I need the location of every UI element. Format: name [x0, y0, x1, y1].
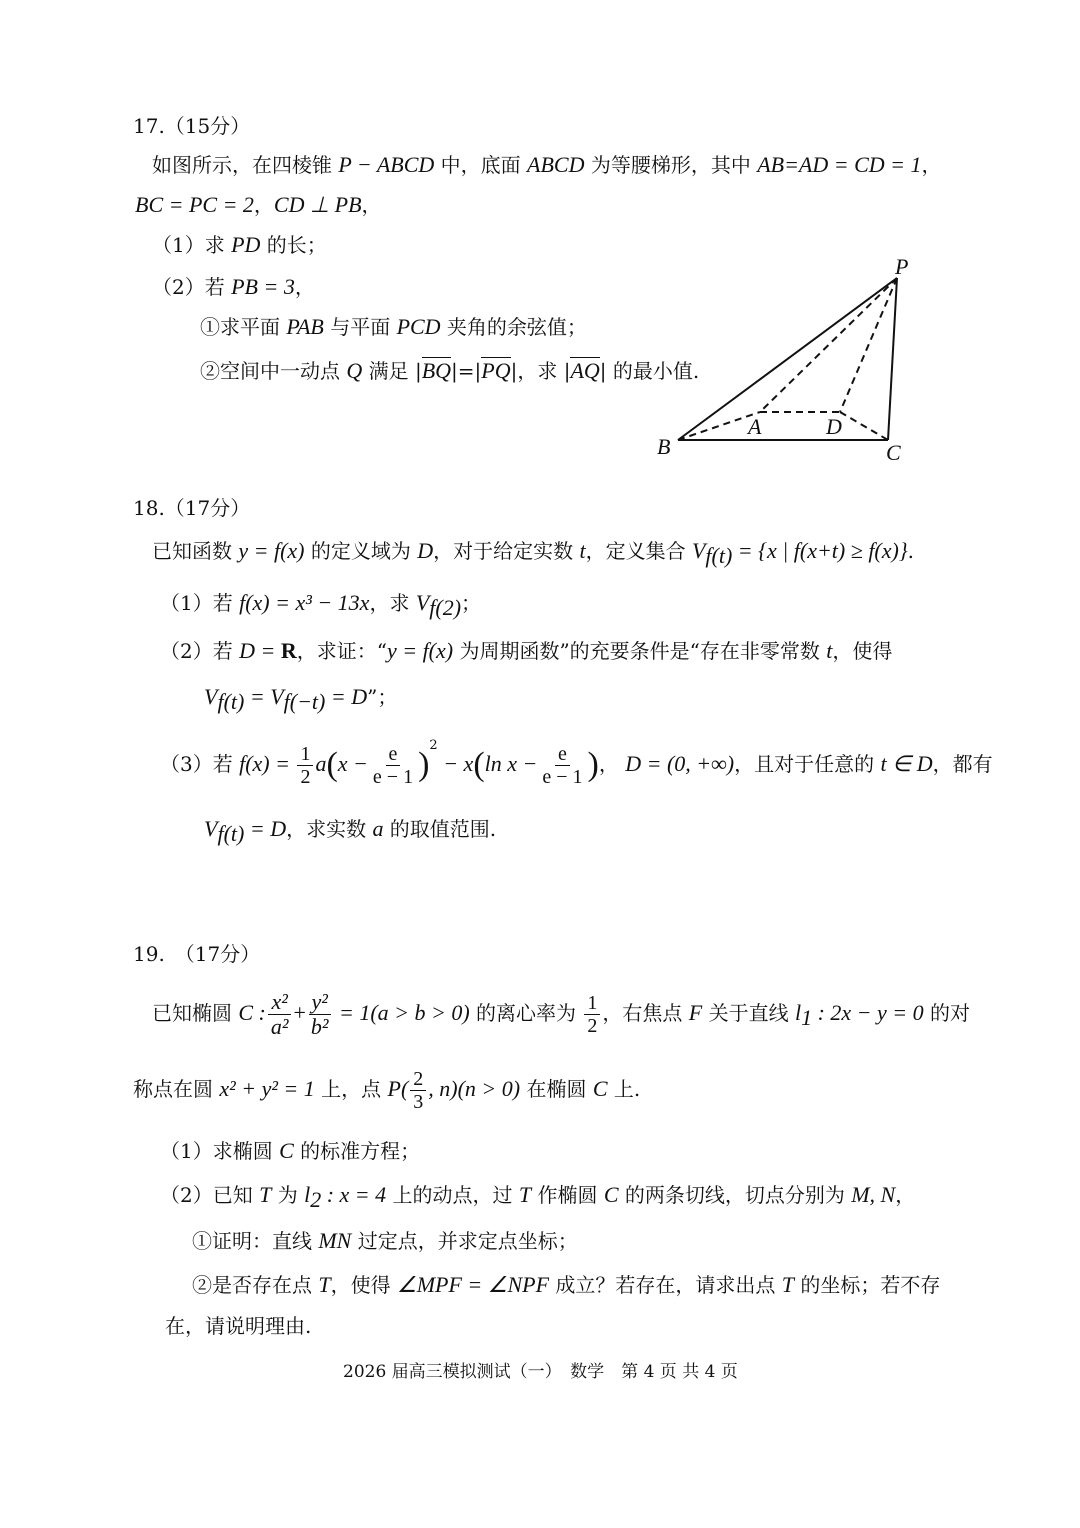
- q17-part2-2: ②空间中一动点 Q 满足 |BQ|=|PQ|，求 |AQ| 的最小值.: [200, 358, 700, 383]
- q17-part1: （1）求 PD 的长；: [152, 232, 327, 257]
- q19-part2-2: ②是否存在点 T，使得 ∠MPF = ∠NPF 成立？若存在，请求出点 T 的坐标；若不存: [192, 1272, 941, 1297]
- edge-PB: [678, 278, 897, 440]
- q18-part2: （2）若 D = R，求证：“y = f(x) 为周期函数”的充要条件是“存在非零常数 t，使得: [160, 638, 893, 663]
- label-P: P: [895, 254, 909, 279]
- label-A: A: [748, 414, 762, 439]
- q17-part2-1: ①求平面 PAB 与平面 PCD 夹角的余弦值；: [200, 314, 587, 339]
- q18-part2-cont: $V_{f(t)} = V_{f(-t)} = D$”；: [204, 684, 398, 714]
- q18-part1: （1）若 f(x) = x³ − 13x，求 $V_{f(2)}$；: [160, 590, 482, 620]
- q19-header: 19. （17分）: [133, 942, 261, 966]
- q19-stem-line2: 称点在圆 x² + y² = 1 上，点 P( $\frac{2}{3}$ , n)(n > 0) 在椭圆 C 上.: [133, 1068, 641, 1113]
- q19-part2-1: ①证明：直线 MN 过定点，并求定点坐标；: [192, 1228, 578, 1253]
- q18-part3-cont: $V_{f(t)} = D$，求实数 a 的取值范围.: [204, 816, 497, 846]
- q18-part3: （3）若 f(x) = $\frac{1}{2}$ a(x − $\frac{e}{e - 1}$ )$^2$ − x(ln x − $\frac{e}{e - 1}$ )， D = (0, +∞)，且对于任意的 t ∈ D，都有: [160, 738, 993, 788]
- q19-stem-line1: 已知椭圆 C : $\frac{\text{x²}}{\text{a²}}$ + $\frac{\text{y²}}{\text{b²}}$ = 1(a > b > 0) 的离心率为 $\frac{1}{2}$ ，右焦点 F 关于直线 $l_1$ : 2x − y = 0 的对: [152, 989, 970, 1040]
- label-D: D: [826, 414, 842, 439]
- page-footer: 2026 届高三模拟测试（一） 数学 第 4 页 共 4 页: [343, 1362, 738, 1382]
- edge-DC: [840, 412, 888, 440]
- q18-stem: 已知函数 y = f(x) 的定义域为 D，对于给定实数 t，定义集合 $V_{f(t)} = \{x$ | f(x+t) ≥ f(x)}.: [152, 538, 915, 568]
- label-C: C: [886, 440, 901, 465]
- q19-part2: （2）已知 T 为 $l_2$ : x = 4 上的动点，过 T 作椭圆 C 的两条切线，切点分别为 M, N，: [160, 1182, 916, 1212]
- q17-part2: （2）若 PB = 3，: [152, 274, 315, 299]
- q17-stem-line2: BC = PC = 2，CD ⊥ PB，: [135, 192, 382, 217]
- q17-stem-line1: 如图所示，在四棱锥 P − ABCD 中，底面 ABCD 为等腰梯形，其中 AB=AD = CD = 1，: [152, 152, 942, 177]
- q17-header: 17.（15分）: [133, 114, 251, 138]
- edge-PA: [760, 278, 897, 412]
- q18-header: 18.（17分）: [133, 496, 251, 520]
- q19-part2-2-cont: 在，请说明理由.: [165, 1314, 312, 1338]
- label-B: B: [657, 434, 671, 459]
- q19-part1: （1）求椭圆 C 的标准方程；: [160, 1138, 421, 1163]
- edge-PC: [888, 278, 897, 440]
